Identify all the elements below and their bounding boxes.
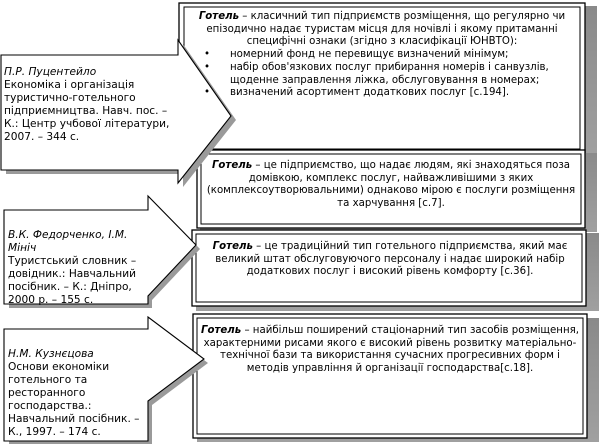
source-1-author: П.Р. Пуцентейло: [4, 66, 97, 78]
source-1: [4, 66, 176, 144]
definition-3: [200, 241, 580, 279]
definition-1-bullet: • номерний фонд не перевищує визначений мінімум;: [186, 49, 578, 62]
definition-3-text: – це традиційний тип готельного підприємства, який має великий штат обслуговуючого персоналу і надає широкий набір додаткових послуг і високий рівень комфорту [с.36].: [215, 241, 568, 278]
definition-1: [186, 11, 578, 100]
definition-2-term: Готель: [211, 160, 253, 171]
definition-1-text: – класичний тип підприємств розміщення, що регулярно чи епізодично надає туристам місця для ночівлі і якому притаманні специфічні ознаки (згідно з класифікації ЮНВТО):: [206, 11, 566, 48]
source-3-author: Н.М. Кузнєцова: [8, 348, 94, 360]
definition-3-term: Готель: [212, 241, 253, 252]
definition-2: [204, 160, 578, 211]
definition-1-lead: [186, 11, 578, 49]
definition-4-text: – найбільш поширений стаціонарний тип засобів розміщення, характерними рисами якого є високий рівень розвитку матеріально-технічної бази та використання сучасних прогресивних форм і методів управління й організації господарства[с.18].: [203, 325, 579, 375]
definition-2-text: – це підприємство, що надає людям, які знаходяться поза домівкою, комплекс послуг, найважливішими з яких (комплексоутворювальними) однаково мірою є послуги розміщення та харчування [с.7].: [206, 160, 576, 210]
source-2: [8, 229, 150, 307]
definition-4: [200, 325, 580, 376]
source-2-author: В.К. Федорченко, І.М. Мініч: [8, 229, 128, 254]
definition-1-bullet: • набір обов'язкових послуг прибирання номерів і санвузлів, щоденне заправлення ліжка, обслуговування в номерах;: [186, 62, 578, 87]
definition-1-term: Готель: [198, 11, 240, 22]
definition-4-term: Готель: [201, 325, 242, 336]
source-3: [8, 348, 150, 439]
definition-1-list: [186, 49, 578, 100]
source-1-text: Економіка і організація туристично-готельного підприємництва. Навч. пос. – К.: Центр учбової літератури, 2007. – 344 с.: [4, 79, 170, 143]
definition-1-bullet: • визначений асортимент додаткових послуг [с.194].: [186, 87, 578, 100]
source-2-text: Туристський словник – довідник.: Навчальний посібник. – К.: Дніпро, 2000 р. – 155 с.: [8, 255, 137, 306]
source-3-text: Основи економіки готельного та ресторанного господарства.: Навчальний посібник. – К., 1997. – 174 с.: [8, 361, 140, 438]
